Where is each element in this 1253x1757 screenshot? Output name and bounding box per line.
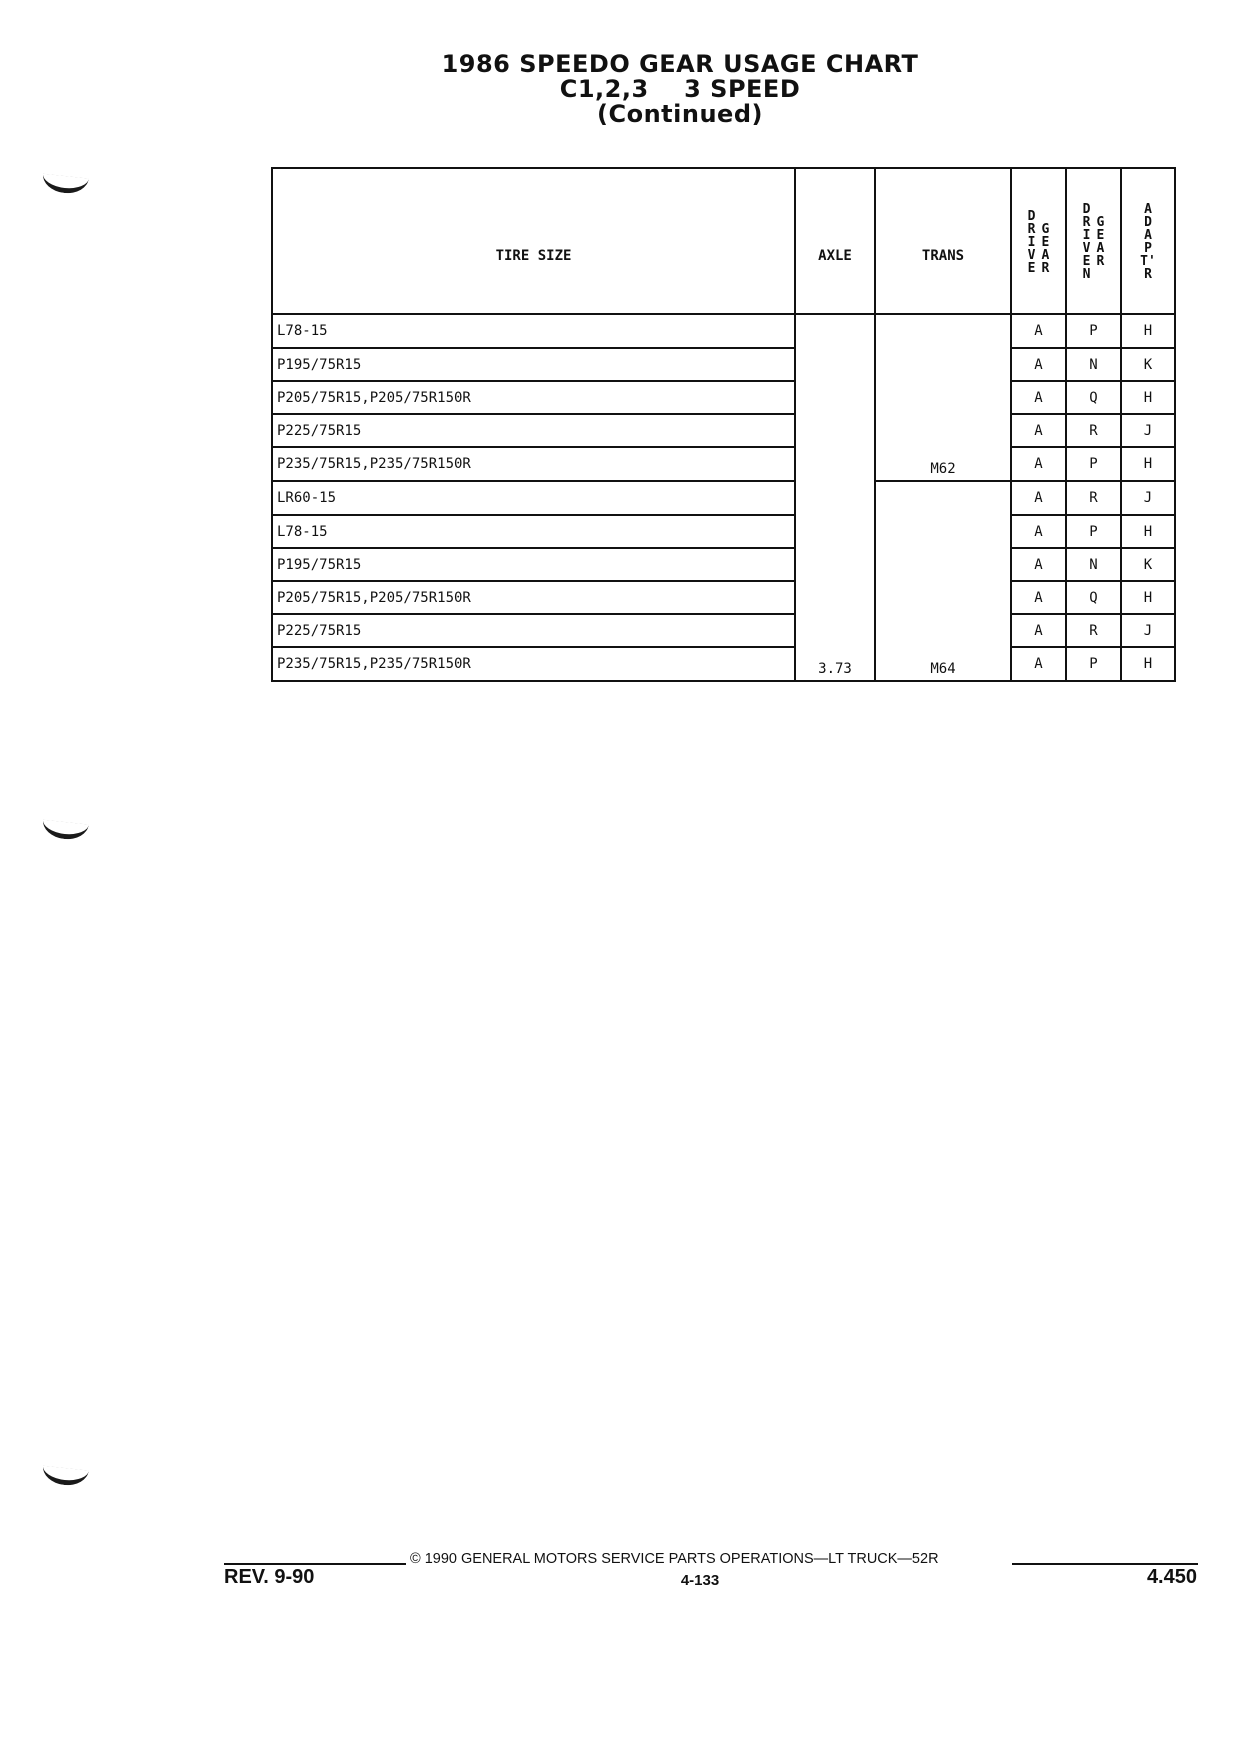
cell-trans xyxy=(875,481,1011,515)
cell-driven-gear: Q xyxy=(1066,381,1121,414)
cell-tire-size: L78-15 xyxy=(272,314,795,348)
table-row xyxy=(272,314,1175,348)
cell-axle xyxy=(795,548,875,581)
header-axle: AXLE xyxy=(795,168,875,314)
cell-tire-size: P225/75R15 xyxy=(272,614,795,647)
header-driven-gear: D R I V E N G E A R xyxy=(1066,168,1121,314)
cell-driven-gear: N xyxy=(1066,548,1121,581)
cell-axle xyxy=(795,447,875,481)
cell-axle xyxy=(795,381,875,414)
cell-trans xyxy=(875,381,1011,414)
header-drive-gear: D R I V E G E A R xyxy=(1011,168,1066,314)
cell-adapter: H xyxy=(1121,447,1175,481)
page-title xyxy=(400,52,960,127)
header-adapter: A D A P T' R xyxy=(1121,168,1175,314)
cell-driven-gear: P xyxy=(1066,447,1121,481)
table-row xyxy=(272,481,1175,515)
footer-copyright: © 1990 GENERAL MOTORS SERVICE PARTS OPERATIONS—LT TRUCK—52R xyxy=(410,1551,939,1567)
cell-axle xyxy=(795,614,875,647)
header-tire-size: TIRE SIZE xyxy=(272,168,795,314)
cell-trans: M64 xyxy=(875,647,1011,681)
cell-adapter: H xyxy=(1121,581,1175,614)
cell-drive-gear: A xyxy=(1011,481,1066,515)
cell-trans xyxy=(875,614,1011,647)
cell-trans xyxy=(875,515,1011,548)
table-row xyxy=(272,581,1175,614)
cell-tire-size: P195/75R15 xyxy=(272,348,795,381)
cell-drive-gear: A xyxy=(1011,614,1066,647)
cell-drive-gear: A xyxy=(1011,581,1066,614)
table-row xyxy=(272,647,1175,681)
cell-drive-gear: A xyxy=(1011,647,1066,681)
cell-drive-gear: A xyxy=(1011,348,1066,381)
footer-section-number: 4.450 xyxy=(1146,1566,1197,1588)
cell-tire-size: LR60-15 xyxy=(272,481,795,515)
cell-driven-gear: Q xyxy=(1066,581,1121,614)
title-line-3: (Continued) xyxy=(597,100,763,128)
punch-hole-mark-bottom xyxy=(41,1466,89,1488)
table-row xyxy=(272,414,1175,447)
cell-tire-size: P205/75R15,P205/75R150R xyxy=(272,381,795,414)
cell-adapter: H xyxy=(1121,515,1175,548)
cell-drive-gear: A xyxy=(1011,548,1066,581)
cell-drive-gear: A xyxy=(1011,314,1066,348)
cell-adapter: K xyxy=(1121,348,1175,381)
cell-axle xyxy=(795,515,875,548)
speedo-gear-table xyxy=(271,167,1176,682)
cell-axle xyxy=(795,348,875,381)
cell-driven-gear: N xyxy=(1066,348,1121,381)
cell-trans xyxy=(875,314,1011,348)
cell-trans xyxy=(875,414,1011,447)
title-line-2: C1,2,3 3 SPEED xyxy=(559,75,801,103)
cell-axle xyxy=(795,414,875,447)
table-header-row xyxy=(272,168,1175,314)
footer-page-number: 4-133 xyxy=(680,1572,720,1589)
cell-tire-size: L78-15 xyxy=(272,515,795,548)
cell-driven-gear: R xyxy=(1066,481,1121,515)
table-row xyxy=(272,348,1175,381)
footer-revision: REV. 9-90 xyxy=(224,1566,315,1588)
title-line-1: 1986 SPEEDO GEAR USAGE CHART xyxy=(441,50,919,78)
cell-tire-size: P195/75R15 xyxy=(272,548,795,581)
cell-adapter: J xyxy=(1121,614,1175,647)
cell-drive-gear: A xyxy=(1011,381,1066,414)
cell-axle xyxy=(795,314,875,348)
cell-driven-gear: R xyxy=(1066,614,1121,647)
cell-tire-size: P205/75R15,P205/75R150R xyxy=(272,581,795,614)
table-row xyxy=(272,614,1175,647)
cell-trans xyxy=(875,548,1011,581)
cell-drive-gear: A xyxy=(1011,447,1066,481)
cell-trans: M62 xyxy=(875,447,1011,481)
cell-driven-gear: P xyxy=(1066,515,1121,548)
punch-hole-mark-middle xyxy=(41,820,89,842)
table-row xyxy=(272,447,1175,481)
footer-rule-left xyxy=(224,1563,406,1565)
cell-driven-gear: P xyxy=(1066,647,1121,681)
cell-adapter: H xyxy=(1121,314,1175,348)
cell-adapter: H xyxy=(1121,381,1175,414)
cell-drive-gear: A xyxy=(1011,515,1066,548)
table-row xyxy=(272,515,1175,548)
cell-tire-size: P235/75R15,P235/75R150R xyxy=(272,647,795,681)
header-trans: TRANS xyxy=(875,168,1011,314)
cell-trans xyxy=(875,348,1011,381)
cell-adapter: K xyxy=(1121,548,1175,581)
cell-tire-size: P235/75R15,P235/75R150R xyxy=(272,447,795,481)
table-row xyxy=(272,548,1175,581)
cell-adapter: H xyxy=(1121,647,1175,681)
cell-axle: 3.73 xyxy=(795,647,875,681)
cell-drive-gear: A xyxy=(1011,414,1066,447)
cell-trans xyxy=(875,581,1011,614)
cell-adapter: J xyxy=(1121,481,1175,515)
table-row xyxy=(272,381,1175,414)
cell-driven-gear: P xyxy=(1066,314,1121,348)
cell-axle xyxy=(795,481,875,515)
cell-tire-size: P225/75R15 xyxy=(272,414,795,447)
footer-rule-right xyxy=(1012,1563,1198,1565)
cell-driven-gear: R xyxy=(1066,414,1121,447)
punch-hole-mark-top xyxy=(41,174,89,196)
cell-axle xyxy=(795,581,875,614)
cell-adapter: J xyxy=(1121,414,1175,447)
